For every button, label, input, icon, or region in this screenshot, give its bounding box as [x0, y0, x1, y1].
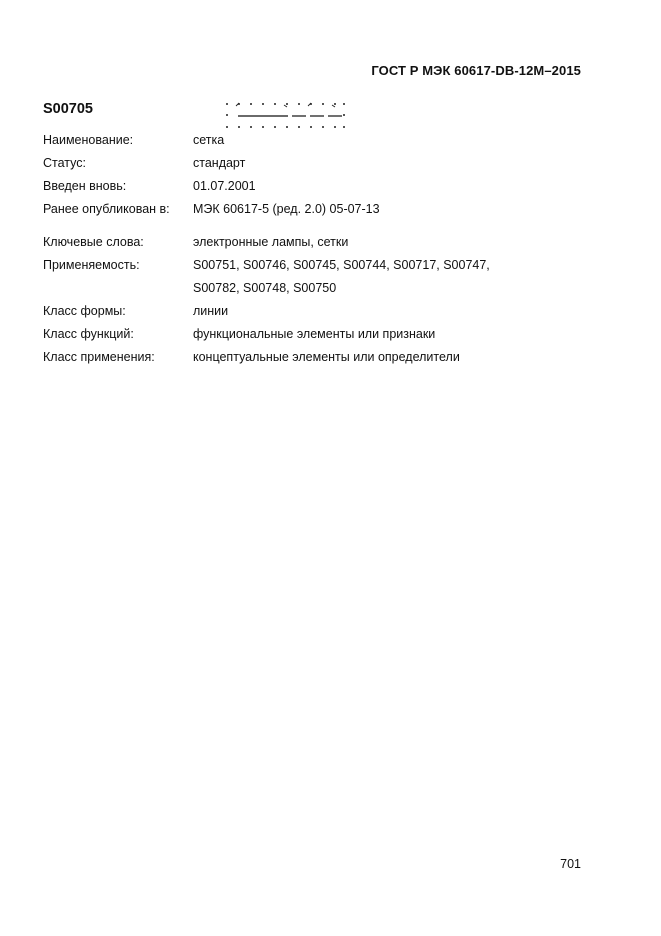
document-header: ГОСТ Р МЭК 60617-DB-12M–2015	[371, 63, 581, 78]
property-row	[43, 257, 603, 280]
property-row	[43, 349, 603, 372]
property-label: Наименование:	[43, 133, 134, 147]
property-value: S00782, S00748, S00750	[193, 281, 337, 295]
property-row	[43, 201, 603, 224]
property-value: 01.07.2001	[193, 179, 256, 193]
property-row	[43, 178, 603, 201]
property-label: Применяемость:	[43, 258, 140, 272]
property-row	[43, 326, 603, 349]
property-label: Класс применения:	[43, 350, 155, 364]
property-label: Статус:	[43, 156, 86, 170]
property-row	[43, 303, 603, 326]
property-value: стандарт	[193, 156, 246, 170]
property-value: концептуальные элементы или определители	[193, 350, 460, 364]
property-value: сетка	[193, 133, 225, 147]
symbol-code: S00705	[43, 101, 93, 117]
property-row	[43, 155, 603, 178]
property-row	[43, 234, 603, 257]
property-value: электронные лампы, сетки	[193, 235, 349, 249]
property-row	[43, 132, 603, 155]
property-row-continuation	[43, 280, 603, 303]
property-value: линии	[193, 304, 229, 318]
property-label: Ранее опубликован в:	[43, 202, 170, 216]
property-label: Введен вновь:	[43, 179, 127, 193]
page-number: 701	[560, 857, 581, 871]
property-value: функциональные элементы или признаки	[193, 327, 436, 341]
property-label: Класс функций:	[43, 327, 134, 341]
symbol-properties	[43, 132, 603, 372]
property-label: Класс формы:	[43, 304, 126, 318]
property-value: S00751, S00746, S00745, S00744, S00717, S00747,	[193, 258, 490, 272]
property-label: Ключевые слова:	[43, 235, 144, 249]
property-value: МЭК 60617-5 (ред. 2.0) 05-07-13	[193, 202, 380, 216]
